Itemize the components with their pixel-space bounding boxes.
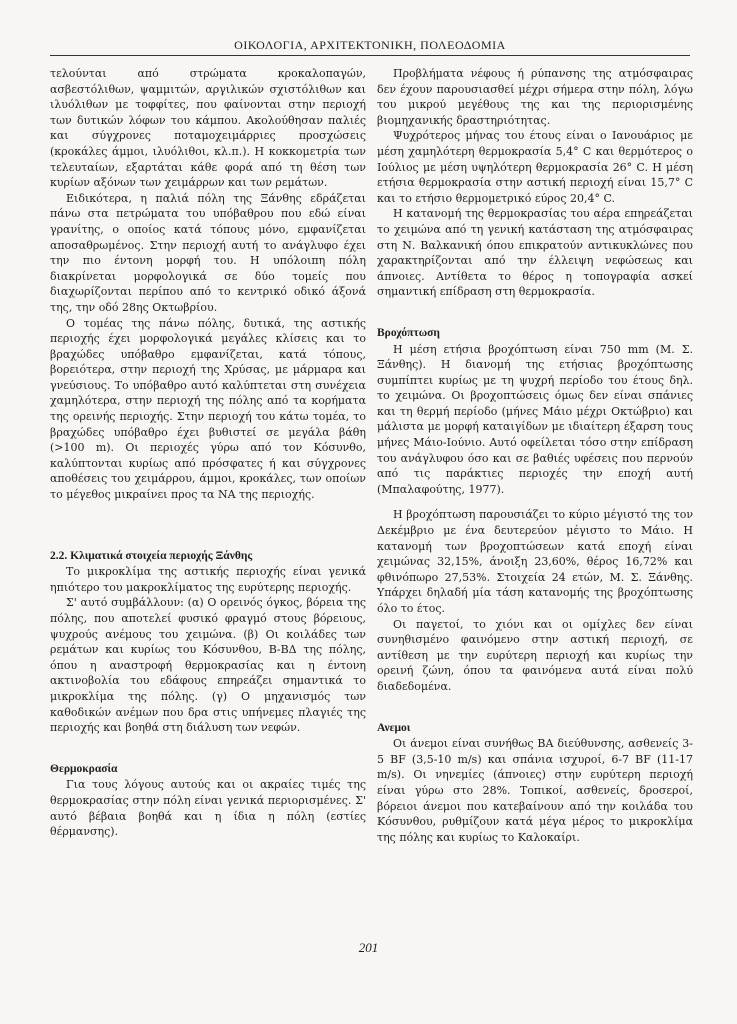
section-heading: 2.2. Κλιματικά στοιχεία περιοχής Ξάνθης (50, 549, 253, 562)
subsection-heading-winds: Ανεμοι (377, 721, 411, 734)
spacer (50, 503, 366, 549)
spacer (50, 736, 366, 762)
spacer (377, 695, 693, 721)
paragraph: Ο τομέας της πάνω πόλης, δυτικά, της αστικής περιοχής έχει μορφολογικά μεγάλες κλίσεις και το βραχώδες υπόβαθρο εμφανίζεται, κατά τόπους, βορειότερα, στην περιοχή της Χρύσας, με μάρμαρα και γνεύσιους. Το υπόβαθρο αυτό καλύπτεται στη συνέχεια χαμηλότερα, στην περιοχή της πόλης από τα κορήματα της ορεινής περιοχής. Στην περιοχή του κάτω τομέα, το βραχώδες υπόβαθρο έχει βυθιστεί σε μεγάλα βάθη (>100 m). Οι περιοχές γύρω από τον Κόσυνθο, καλύπτονται κυρίως από πρόσφατες ή και σύγχρονες αποθέσεις του χειμάρρου, άμμοι, κροκάλες, των οποίων το μέγεθος μικραίνει προς τα ΝΑ της περιοχής. (50, 316, 366, 502)
page-number: 201 (358, 940, 379, 955)
subsection-heading-temperature: Θερμοκρασία (50, 762, 118, 775)
paragraph: Ειδικότερα, η παλιά πόλη της Ξάνθης εδράζεται πάνω στα πετρώματα του υπόβαθρου που εδώ είναι γρανίτης, ο οποίος κατά τόπους μόνο, εμφανίζεται αποσαθρωμένος. Στην περιοχή αυτή το ανάγλυφο έχει την πιο έντονη μορφή του. Η υπόλοιπη πόλη διακρίνεται μορφολογικά σε δύο τομείς που διαχωρίζονται περίπου από το κεντρικό οδικό άξονά της, την οδό 28ης Οκτωβρίου. (50, 191, 366, 314)
paragraph: Η μέση ετήσια βροχόπτωση είναι 750 mm (Μ. Σ. Ξάνθης). Η διανομή της ετήσιας βροχόπτωσης συμπίπτει κυρίως με τη ψυχρή περίοδο του έτους δηλ. το χειμώνα. Οι βροχοπτώσεις όμως δεν είναι σπάνιες και τη θερμή περίοδο (μήνες Μάιο μέχρι Οκτώβριο) και μάλιστα με μορφή καταιγίδων με ιδιαίτερη έξαρση τους μήνες Μάιο-Ιούνιο. Αυτό οφείλεται τόσο στην επίδραση του ανάγλυφου όσο και σε βαθιές υφέσεις που περνούν από τις παράκτιες περιοχές την εποχή αυτή (Μπαλαφούτης, 1977). (377, 342, 693, 496)
running-header: ΟΙΚΟΛΟΓΙΑ, ΑΡΧΙΤΕΚΤΟΝΙΚΗ, ΠΟΛΕΟΔΟΜΙΑ (234, 38, 506, 52)
header-rule (50, 55, 690, 56)
spacer (377, 497, 693, 507)
spacer (377, 300, 693, 326)
paragraph: Το μικροκλίμα της αστικής περιοχής είναι γενικά ηπιότερο του μακροκλίματος της ευρύτερης περιοχής. (50, 565, 366, 594)
paragraph: Ψυχρότερος μήνας του έτους είναι ο Ιανουάριος με μέση χαμηλότερη θερμοκρασία 5,4° C και θερμότερος ο Ιούλιος με μέση υψηλότερη θερμοκρασία 26° C. Η μέση ετήσια θερμοκρασία στην αστική περιοχή είναι 15,7° C και το ετήσιο θερμομετρικό εύρος 20,4° C. (377, 129, 693, 205)
left-column (50, 66, 366, 840)
paragraph: Οι παγετοί, το χιόνι και οι ομίχλες δεν είναι συνηθισμένο φαινόμενο στην αστική περιοχή, σε αντίθεση με την ευρύτερη περιοχή και κυρίως την ορεινή ζώνη, όπου τα φαινόμενα αυτά είναι πολύ διαδεδομένα. (377, 617, 693, 693)
right-column (377, 66, 693, 845)
paragraph: Προβλήματα νέφους ή ρύπανσης της ατμόσφαιρας δεν έχουν παρουσιασθεί μέχρι σήμερα στην πόλη, λόγω του μικρού μεγέθους της και της περιορισμένης βιομηχανικής δραστηριότητας. (377, 67, 693, 127)
paragraph: Η κατανομή της θερμοκρασίας του αέρα επηρεάζεται το χειμώνα από τη γενική κατάσταση της ατμόσφαιρας στη Ν. Βαλκανική όπου επικρατούν αντικυκλώνες που χαρακτηρίζονται από την έλλειψη νεφώσεως και άπνοιες. Αντίθετα το θέρος η τοπογραφία ασκεί σημαντική επίδραση στη θερμοκρασία. (377, 207, 693, 299)
paragraph: τελούνται από στρώματα κροκαλοπαγών, ασβεστόλιθων, ψαμμιτών, αργιλικών σχιστόλιθων και ιλυόλιθων με τοφφίτες, που φαίνονται στην περιοχή των δυτικών λόφων του κάμπου. Ακολούθησαν παλιές και σύγχρονες ποταμοχειμάρριες προσχώσεις (κροκάλες άμμοι, ιλυόλιθοι, κλ.π.). Η κοκκομετρία των τελευταίων, εξαρτάται κάθε φορά από τη θέση των κυρίων αξόνων των χειμάρρων και των ρεμάτων. (50, 67, 366, 190)
paragraph: Σ' αυτό συμβάλλουν: (α) Ο ορεινός όγκος, βόρεια της πόλης, που αποτελεί φυσικό φραγμό στους βόρειους, ψυχρούς ανέμους του χειμώνα. (β) Οι κοιλάδες των ρεμάτων και κυρίως του Κόσυνθου, Β-ΒΔ της πόλης, όπου η αναστροφή θερμοκρασίας και η έντονη ακτινοβολία του εδάφους επηρεάζει σημαντικά το μικροκλίμα της πόλης. (γ) Ο μηχανισμός των καθοδικών ανέμων που δρα στις υπήνεμες πλαγιές της περιοχής και βοηθά στη διάλυση των νεφών. (50, 596, 366, 735)
paragraph: Η βροχόπτωση παρουσιάζει το κύριο μέγιστό της τον Δεκέμβριο με ένα δευτερεύον μέγιστο το Μάιο. Η κατανομή των βροχοπτώσεων κατά εποχή είναι χειμώνας 32,15%, άνοιξη 23,60%, θέρος 16,72% και φθινόπωρο 27,53%. Στοιχεία 24 ετών, Μ. Σ. Ξάνθης. Υπάρχει δηλαδή μία τάση κατανομής της βροχόπτωσης όλο το έτος. (377, 508, 693, 615)
subsection-heading-rainfall: Βροχόπτωση (377, 326, 440, 339)
paragraph: Για τους λόγους αυτούς και οι ακραίες τιμές της θερμοκρασίας στην πόλη είναι γενικά περιορισμένες. Σ' αυτό βέβαια βοηθά και η ίδια η πόλη (εστίες θέρμανσης). (50, 778, 366, 839)
paragraph: Οι άνεμοι είναι συνήθως ΒΑ διεύθυνσης, ασθενείς 3-5 BF (3,5-10 m/s) και σπάνια ισχυροί, 6-7 BF (11-17 m/s). Οι νηνεμίες (άπνοιες) στην ευρύτερη περιοχή είναι γύρω στο 28%. Τοπικοί, ασθενείς, δροσεροί, βόρειοι άνεμοι που κατεβαίνουν από την κοιλάδα του Κόσυνθου, ρυθμίζουν κατά μέγα μέρος το μικροκλίμα της πόλης και κυρίως το Καλοκαίρι. (377, 737, 693, 844)
